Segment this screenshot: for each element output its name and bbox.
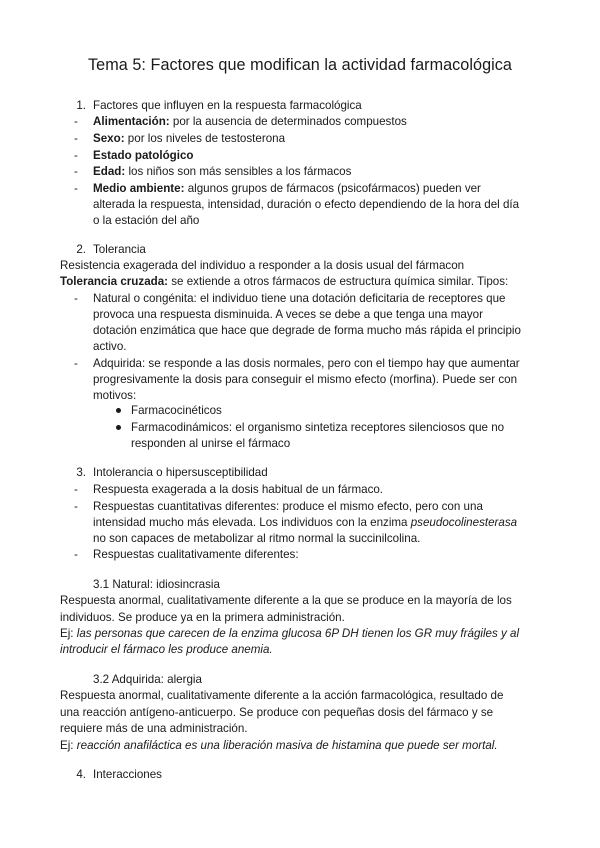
idiosincrasia-example-2: introducir el fármaco les produce anemia. <box>60 643 273 656</box>
intolerancia-b1: Respuesta exagerada a la dosis habitual de un fármaco. <box>93 483 384 496</box>
subsection-3-2-heading: 3.2 Adquirida: alergia <box>93 673 202 686</box>
dash-marker: - <box>74 115 78 128</box>
factor-sexo: Sexo: por los niveles de testosterona <box>93 132 286 145</box>
factor-medio-ambiente: Medio ambiente: algunos grupos de fármacos (psicofármacos) pueden ver <box>93 182 481 195</box>
alergia-line-3: requiere más de una administración. <box>60 722 248 735</box>
section-2-heading: Tolerancia <box>93 243 146 256</box>
idiosincrasia-example-1: Ej: las personas que carecen de la enzima glucosa 6P DH tienen los GR muy frágiles y al <box>60 627 520 640</box>
dash-marker: - <box>74 292 78 305</box>
motivo-farmacodinamicos-1: Farmacodinámicos: el organismo sintetiza receptores silenciosos que no <box>131 421 505 434</box>
tolerancia-definition: Resistencia exagerada del individuo a responder a la dosis usual del fármacon <box>60 259 465 272</box>
alergia-example: Ej: reacción anafiláctica es una liberación masiva de histamina que puede ser mortal. <box>60 739 498 752</box>
dash-marker: - <box>74 182 78 195</box>
alergia-line-1: Respuesta anormal, cualitativamente diferente a la acción farmacológica, resultado de <box>60 689 504 702</box>
intolerancia-b3: Respuestas cualitativamente diferentes: <box>93 548 299 561</box>
bullet-dot <box>116 408 121 413</box>
motivo-farmacodinamicos-2: responden al unirse el fármaco <box>131 437 291 450</box>
tolerancia-natural-4: activo. <box>93 340 127 353</box>
tolerancia-cruzada: Tolerancia cruzada: se extiende a otros fármacos de estructura química similar. Tipos: <box>60 275 509 288</box>
dash-marker: - <box>74 165 78 178</box>
dash-marker: - <box>74 483 78 496</box>
section-3-number: 3. <box>76 466 86 479</box>
section-4-heading: Interacciones <box>93 768 162 781</box>
dash-marker: - <box>74 500 78 513</box>
intolerancia-b2-1: Respuestas cuantitativas diferentes: produce el mismo efecto, pero con una <box>93 500 483 513</box>
dash-marker: - <box>74 132 78 145</box>
factor-alimentacion: Alimentación: por la ausencia de determinados compuestos <box>93 115 407 128</box>
bullet-dot <box>116 425 121 430</box>
subsection-3-1-heading: 3.1 Natural: idiosincrasia <box>93 578 220 591</box>
tolerancia-adquirida-3: motivos: <box>93 389 137 402</box>
alergia-line-2: una reacción antígeno-anticuerpo. Se produce con pequeñas dosis del fármaco y se <box>60 706 494 719</box>
dash-marker: - <box>74 149 78 162</box>
section-1-number: 1. <box>76 99 86 112</box>
section-4-number: 4. <box>76 768 86 781</box>
section-1-heading: Factores que influyen en la respuesta farmacológica <box>93 99 362 112</box>
medio-ambiente-cont-2: o la estación del año <box>93 214 200 227</box>
tolerancia-natural-3: dotación enzimática que hace que degrade de forma mucho más rápida el principio <box>93 324 521 337</box>
dash-marker: - <box>74 548 78 561</box>
idiosincrasia-line-1: Respuesta anormal, cualitativamente diferente a la que se produce en la mayoría de los <box>60 594 512 607</box>
motivo-farmacocineticos: Farmacocinéticos <box>131 404 222 417</box>
tolerancia-natural-2: provoca una respuesta disminuida. A veces se debe a que tenga una mayor <box>93 308 483 321</box>
section-2-number: 2. <box>76 243 86 256</box>
dash-marker: - <box>74 357 78 370</box>
idiosincrasia-line-2: individuos. Se produce ya en la primera administración. <box>60 611 345 624</box>
page-title: Tema 5: Factores que modifican la actividad farmacológica <box>88 56 512 74</box>
section-3-heading: Intolerancia o hipersusceptibilidad <box>93 466 268 479</box>
tolerancia-adquirida-2: progresivamente la dosis para conseguir el mismo efecto (morfina). Puede ser con <box>93 373 518 386</box>
tolerancia-adquirida-1: Adquirida: se responde a las dosis normales, pero con el tiempo hay que aumentar <box>93 357 520 370</box>
intolerancia-b2-3: no son capaces de metabolizar al ritmo normal la succinilcolina. <box>93 532 421 545</box>
intolerancia-b2-2: intensidad mucho más elevada. Los individuos con la enzima pseudocolinesterasa <box>93 516 518 529</box>
medio-ambiente-cont-1: alterada la respuesta, intensidad, duración o efecto dependiendo de la hora del día <box>93 198 520 211</box>
factor-estado-patologico: Estado patológico <box>93 149 194 162</box>
factor-edad: Edad: los niños son más sensibles a los fármacos <box>93 165 352 178</box>
tolerancia-natural-1: Natural o congénita: el individuo tiene una dotación deficitaria de receptores que <box>93 292 506 305</box>
